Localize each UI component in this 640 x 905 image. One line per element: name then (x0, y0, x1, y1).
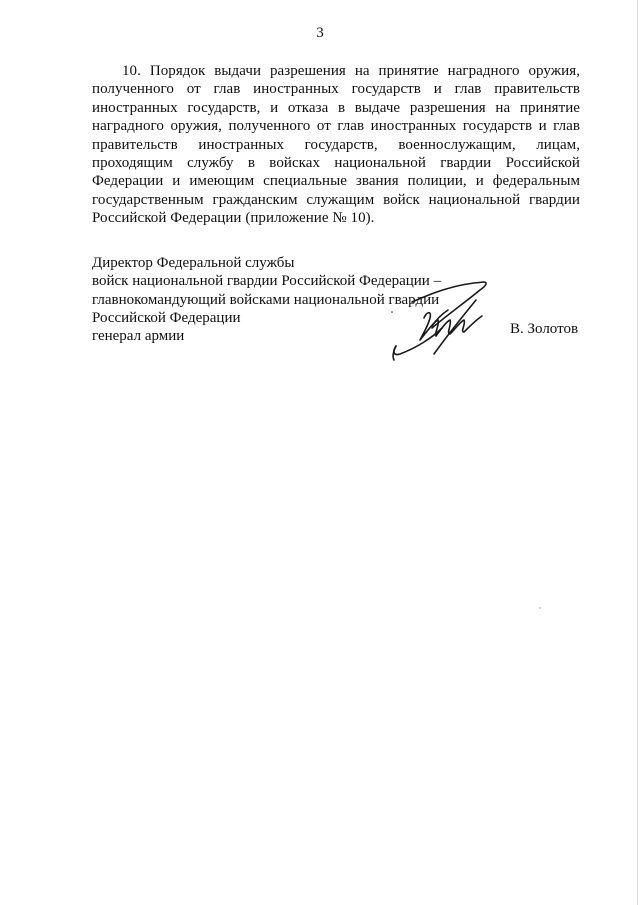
scan-speck (538, 606, 542, 610)
page-edge (637, 0, 638, 905)
signatory-title-line: Директор Федеральной службы (92, 255, 295, 271)
handwritten-signature (372, 276, 496, 368)
signatory-title-line: войск национальной гвардии Российской Федерации – (92, 273, 442, 290)
signatory-title-line: генерал армии (92, 328, 185, 345)
signatory-name: В. Золотов (510, 321, 579, 337)
signatory-title-line: главнокомандующий войсками национальной гвардии (92, 291, 440, 308)
signatory-title-block (92, 254, 582, 345)
body-paragraph: 10. Порядок выдачи разрешения на принятие наградного оружия, полученного от глав иностранных государств и глав правительств иностранных государств, и отказа в выдаче разрешения на принятие наградного оружия, полученного от глав иностранных государств и глав правительств иностранных государств, военнослужащим, лицам, проходящим службу в войсках национальной гвардии Российской Федерации и имеющим специальные звания полиции, и федеральным государственным гражданским служащим войск национальной гвардии Российской Федерации (приложение № 10). (92, 63, 580, 227)
signatory-title-line: Российской Федерации (92, 309, 241, 326)
page-number: 3 (316, 25, 324, 41)
